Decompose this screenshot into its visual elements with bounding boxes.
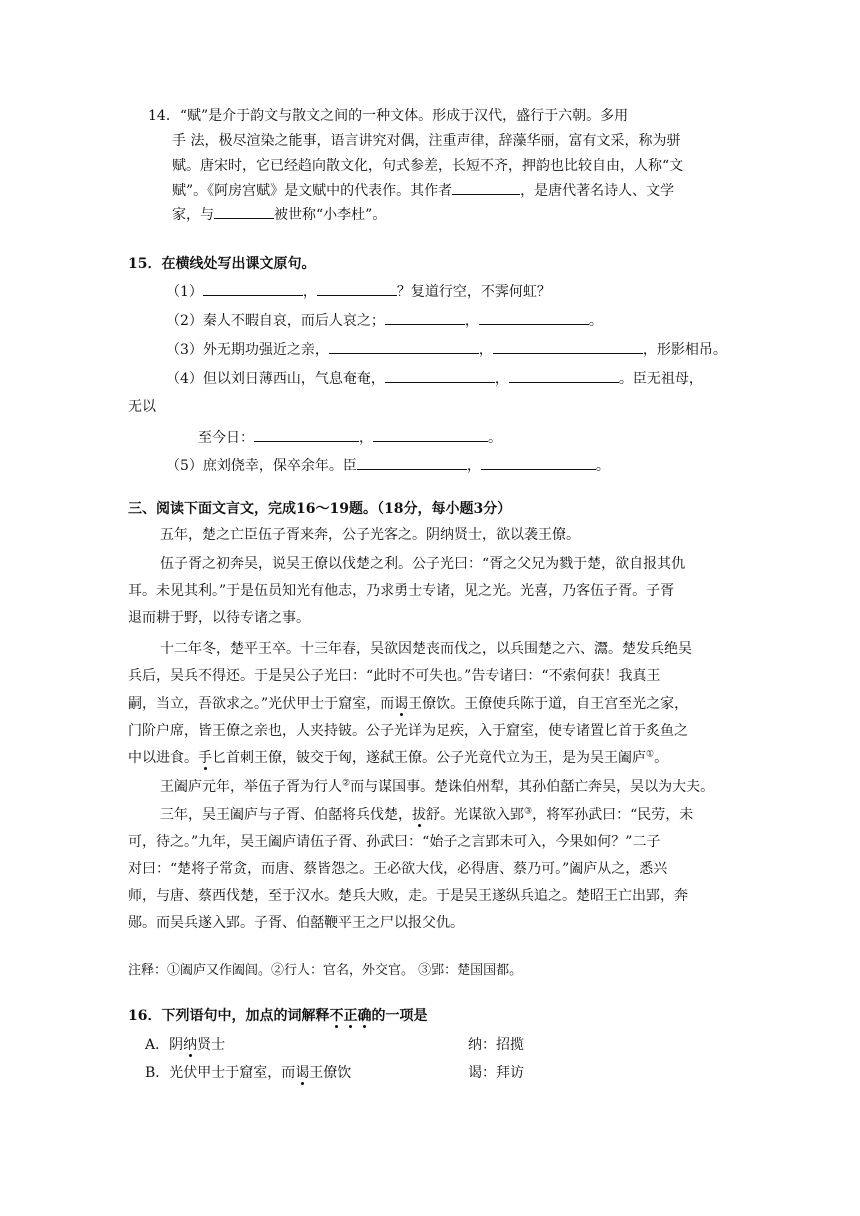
q14-line-2: 手 法，极尽渲染之能事，语言讲究对偶，注重声律，辞藻华丽，富有文采，称为骈: [172, 133, 681, 149]
answer-blank[interactable]: [254, 427, 359, 442]
footnote-mark: ②: [342, 778, 351, 789]
q16-option-a-answer: 纳：招揽: [468, 1037, 524, 1053]
passage-p3-l1: 十二年冬，楚平王卒。十三年春，吴欲因楚丧而伐之，以兵围楚之六、灊。楚发兵绝吴: [160, 641, 692, 657]
passage-p3-l5: 中以进食。手匕首刺王僚，铍交于匈，遂弑王僚。公子光竟代立为王，是为吴王阖庐①。: [128, 749, 669, 766]
emphasis-char: 纳: [183, 1037, 198, 1053]
answer-blank[interactable]: [481, 455, 596, 470]
emphasis-char: 确: [357, 1008, 372, 1024]
emphasis-char: 手: [198, 750, 212, 766]
answer-blank[interactable]: [385, 368, 495, 383]
passage-p2-l1: 伍子胥之初奔吴，说吴王僚以伐楚之利。公子光曰：“胥之父兄为戮于楚，欲自报其仇: [160, 556, 686, 572]
emphasis-char: 谒: [394, 696, 409, 712]
answer-blank[interactable]: [317, 281, 397, 296]
q15-item-4-cont: 无以: [128, 399, 156, 415]
q15-item-5: （5）庶刘侥幸，保卒余年。臣 ， 。: [166, 455, 610, 477]
emphasis-char: 不: [329, 1008, 344, 1024]
answer-blank[interactable]: [329, 339, 479, 354]
q15-item-2: （2）秦人不暇自哀，而后人哀之； ， 。: [166, 310, 603, 332]
passage-p5-l2: 可，待之。”九年，吴王阖庐请伍子胥、孙武曰：“始子之言郢未可入，今果如何？”二子: [128, 834, 661, 850]
q15-item-4-cont2: 至今日： ， 。: [198, 427, 502, 449]
answer-blank[interactable]: [203, 281, 303, 296]
passage-p3-l2: 兵后，吴兵不得还。于是吴公子光曰：“此时不可失也。”告专诸曰：“不索何获！我真王: [128, 668, 661, 684]
passage-p5-l5: 郧。而吴兵遂入郢。子胥、伯嚭鞭平王之尸以报父仇。: [128, 915, 464, 931]
section3-title: 三、阅读下面文言文，完成16～19题。（18分，每小题3分）: [128, 501, 512, 517]
emphasis-char: 拔: [412, 807, 426, 823]
q15-item-3: （3）外无期功强近之亲， ， ，形影相吊。: [166, 339, 727, 361]
q16-option-b[interactable]: B．光伏甲士于窟室，而谒王僚饮: [145, 1065, 352, 1081]
footnote-mark: ①: [646, 749, 655, 760]
passage-p1: 五年，楚之亡臣伍子胥来奔，公子光客之。阴纳贤士，欲以袭王僚。: [160, 527, 580, 543]
answer-blank[interactable]: [452, 180, 520, 195]
passage-p5-l1: 三年，吴王阖庐与子胥、伯嚭将兵伐楚，拔舒。光谋欲入郢③，将军孙武曰：“民劳，未: [160, 806, 694, 823]
answer-blank[interactable]: [493, 339, 643, 354]
emphasis-char: 正: [343, 1008, 358, 1024]
q14-line-1: 14．“赋”是介于韵文与散文之间的一种文体。形成于汉代，盛行于六朝。多用: [148, 108, 629, 124]
passage-notes: 注释：①阖庐又作阖闾。②行人：官名，外交官。 ③郢：楚国国都。: [128, 963, 523, 978]
emphasis-char: 谒: [295, 1065, 310, 1081]
q16-title: 16．下列语句中，加点的词解释不正确的一项是: [128, 1008, 428, 1024]
q15-title: 15．在横线处写出课文原句。: [128, 256, 316, 272]
answer-blank[interactable]: [509, 368, 619, 383]
passage-p3-l3: 嗣，当立，吾欲求之。”光伏甲士于窟室，而谒王僚饮。王僚使兵陈于道，自王宫至光之家，: [128, 696, 689, 712]
q16-option-a[interactable]: A．阴纳贤士: [145, 1037, 226, 1053]
answer-blank[interactable]: [357, 455, 467, 470]
q14-line-4: 赋”。《阿房宫赋》是文赋中的代表作。其作者 ，是唐代著名诗人、文学: [172, 180, 674, 202]
passage-p3-l4: 门阶户席，皆王僚之亲也，人夹持铍。公子光详为足疾，入于窟室，使专诸置匕首于炙鱼之: [128, 723, 688, 739]
passage-p2-l3: 退而耕于野，以待专诸之事。: [128, 610, 310, 626]
passage-p5-l3: 对曰：“楚将子常贪，而唐、蔡皆怨之。王必欲大伐，必得唐、蔡乃可。”阖庐从之，悉兴: [128, 861, 668, 877]
footnote-mark: ③: [524, 806, 533, 817]
passage-p5-l4: 师，与唐、蔡西伐楚，至于汉水。楚兵大败，走。于是吴王遂纵兵追之。楚昭王亡出郢，奔: [128, 888, 688, 904]
q16-option-b-answer: 谒：拜访: [468, 1065, 524, 1081]
q15-item-1: （1） ， ？复道行空，不霁何虹？: [166, 281, 551, 303]
q14-line-5: 家，与 被世称“小李杜”。: [172, 204, 386, 226]
passage-p4: 王阖庐元年，举伍子胥为行人②而与谋国事。楚诛伯州犁，其孙伯嚭亡奔吴，吴以为大夫。: [160, 778, 715, 795]
answer-blank[interactable]: [479, 310, 589, 325]
answer-blank[interactable]: [373, 427, 488, 442]
answer-blank[interactable]: [385, 310, 465, 325]
q14-line-3: 赋。唐宋时，它已经趋向散文化，句式参差，长短不齐，押韵也比较自由，人称“文: [172, 158, 684, 174]
q15-item-4: （4）但以刘日薄西山，气息奄奄， ， 。臣无祖母，: [166, 368, 703, 390]
answer-blank[interactable]: [214, 204, 274, 219]
passage-p2-l2: 耳。未见其利。”于是伍员知光有他志，乃求勇士专诸，见之光。光喜，乃客伍子胥。子胥: [128, 583, 675, 599]
